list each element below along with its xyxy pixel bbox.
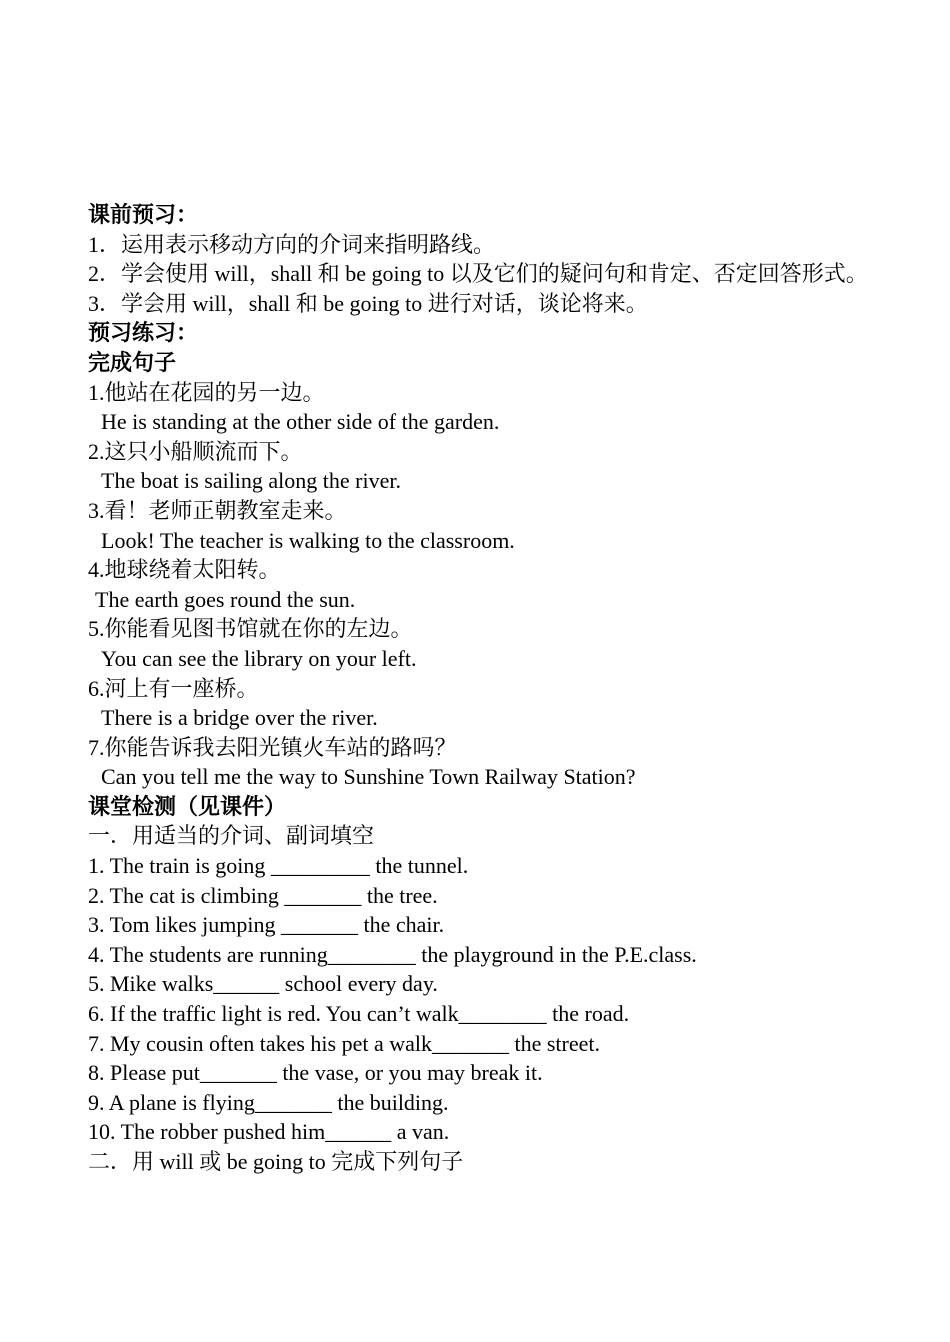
sentence-chinese: 5.你能看见图书馆就在你的左边。 [88, 616, 413, 642]
sentence-chinese: 4.地球绕着太阳转。 [88, 557, 281, 583]
document-content [88, 200, 878, 1177]
preview-item: 3．学会用 will，shall 和 be going to 进行对话，谈论将来。 [88, 290, 648, 316]
fill-blank-item: 8. Please put_______ the vase, or you may break it. [88, 1060, 543, 1086]
sentence-english: He is standing at the other side of the garden. [101, 409, 500, 435]
sentence-chinese: 7.你能告诉我去阳光镇火车站的路吗？ [88, 734, 457, 760]
fill-blank-item: 2. The cat is climbing _______ the tree. [88, 882, 438, 908]
sentence-english: There is a bridge over the river. [101, 705, 378, 731]
part1-title: 一．用适当的介词、副词填空 [88, 823, 375, 849]
part2-title: 二．用 will 或 be going to 完成下列句子 [88, 1149, 464, 1174]
fill-blank-item: 3. Tom likes jumping _______ the chair. [88, 912, 445, 938]
sentence-chinese: 3.看！老师正朝教室走来。 [88, 497, 347, 523]
fill-blank-item: 7. My cousin often takes his pet a walk_______ the street. [88, 1030, 601, 1056]
practice-heading: 预习练习： [88, 320, 199, 346]
fill-blank-item: 5. Mike walks______ school every day. [88, 971, 438, 997]
preview-heading: 课前预习： [88, 202, 199, 227]
sentence-english: The earth goes round the sun. [95, 586, 356, 612]
preview-item: 1．运用表示移动方向的介词来指明路线。 [88, 231, 496, 257]
practice-subheading: 完成句子 [88, 349, 177, 375]
sentence-english: The boat is sailing along the river. [101, 468, 401, 494]
check-heading: 课堂检测（见课件） [88, 793, 287, 819]
sentence-english: Look! The teacher is walking to the classroom. [101, 527, 515, 553]
fill-blank-item: 9. A plane is flying_______ the building. [88, 1089, 449, 1115]
fill-blank-item: 6. If the traffic light is red. You can’t walk________ the road. [88, 1001, 630, 1027]
sentence-english: You can see the library on your left. [101, 645, 417, 671]
sentence-chinese: 2.这只小船顺流而下。 [88, 438, 303, 464]
preview-item: 2．学会使用 will，shall 和 be going to 以及它们的疑问句和肯定、否定回答形式。 [88, 261, 868, 287]
sentence-chinese: 1.他站在花园的另一边。 [88, 379, 325, 405]
fill-blank-item: 4. The students are running________ the playground in the P.E.class. [88, 941, 697, 967]
sentence-chinese: 6.河上有一座桥。 [88, 675, 259, 701]
fill-blank-item: 1. The train is going _________ the tunnel. [88, 853, 469, 879]
sentence-english: Can you tell me the way to Sunshine Town Railway Station? [101, 764, 636, 790]
fill-blank-item: 10. The robber pushed him______ a van. [88, 1119, 450, 1145]
